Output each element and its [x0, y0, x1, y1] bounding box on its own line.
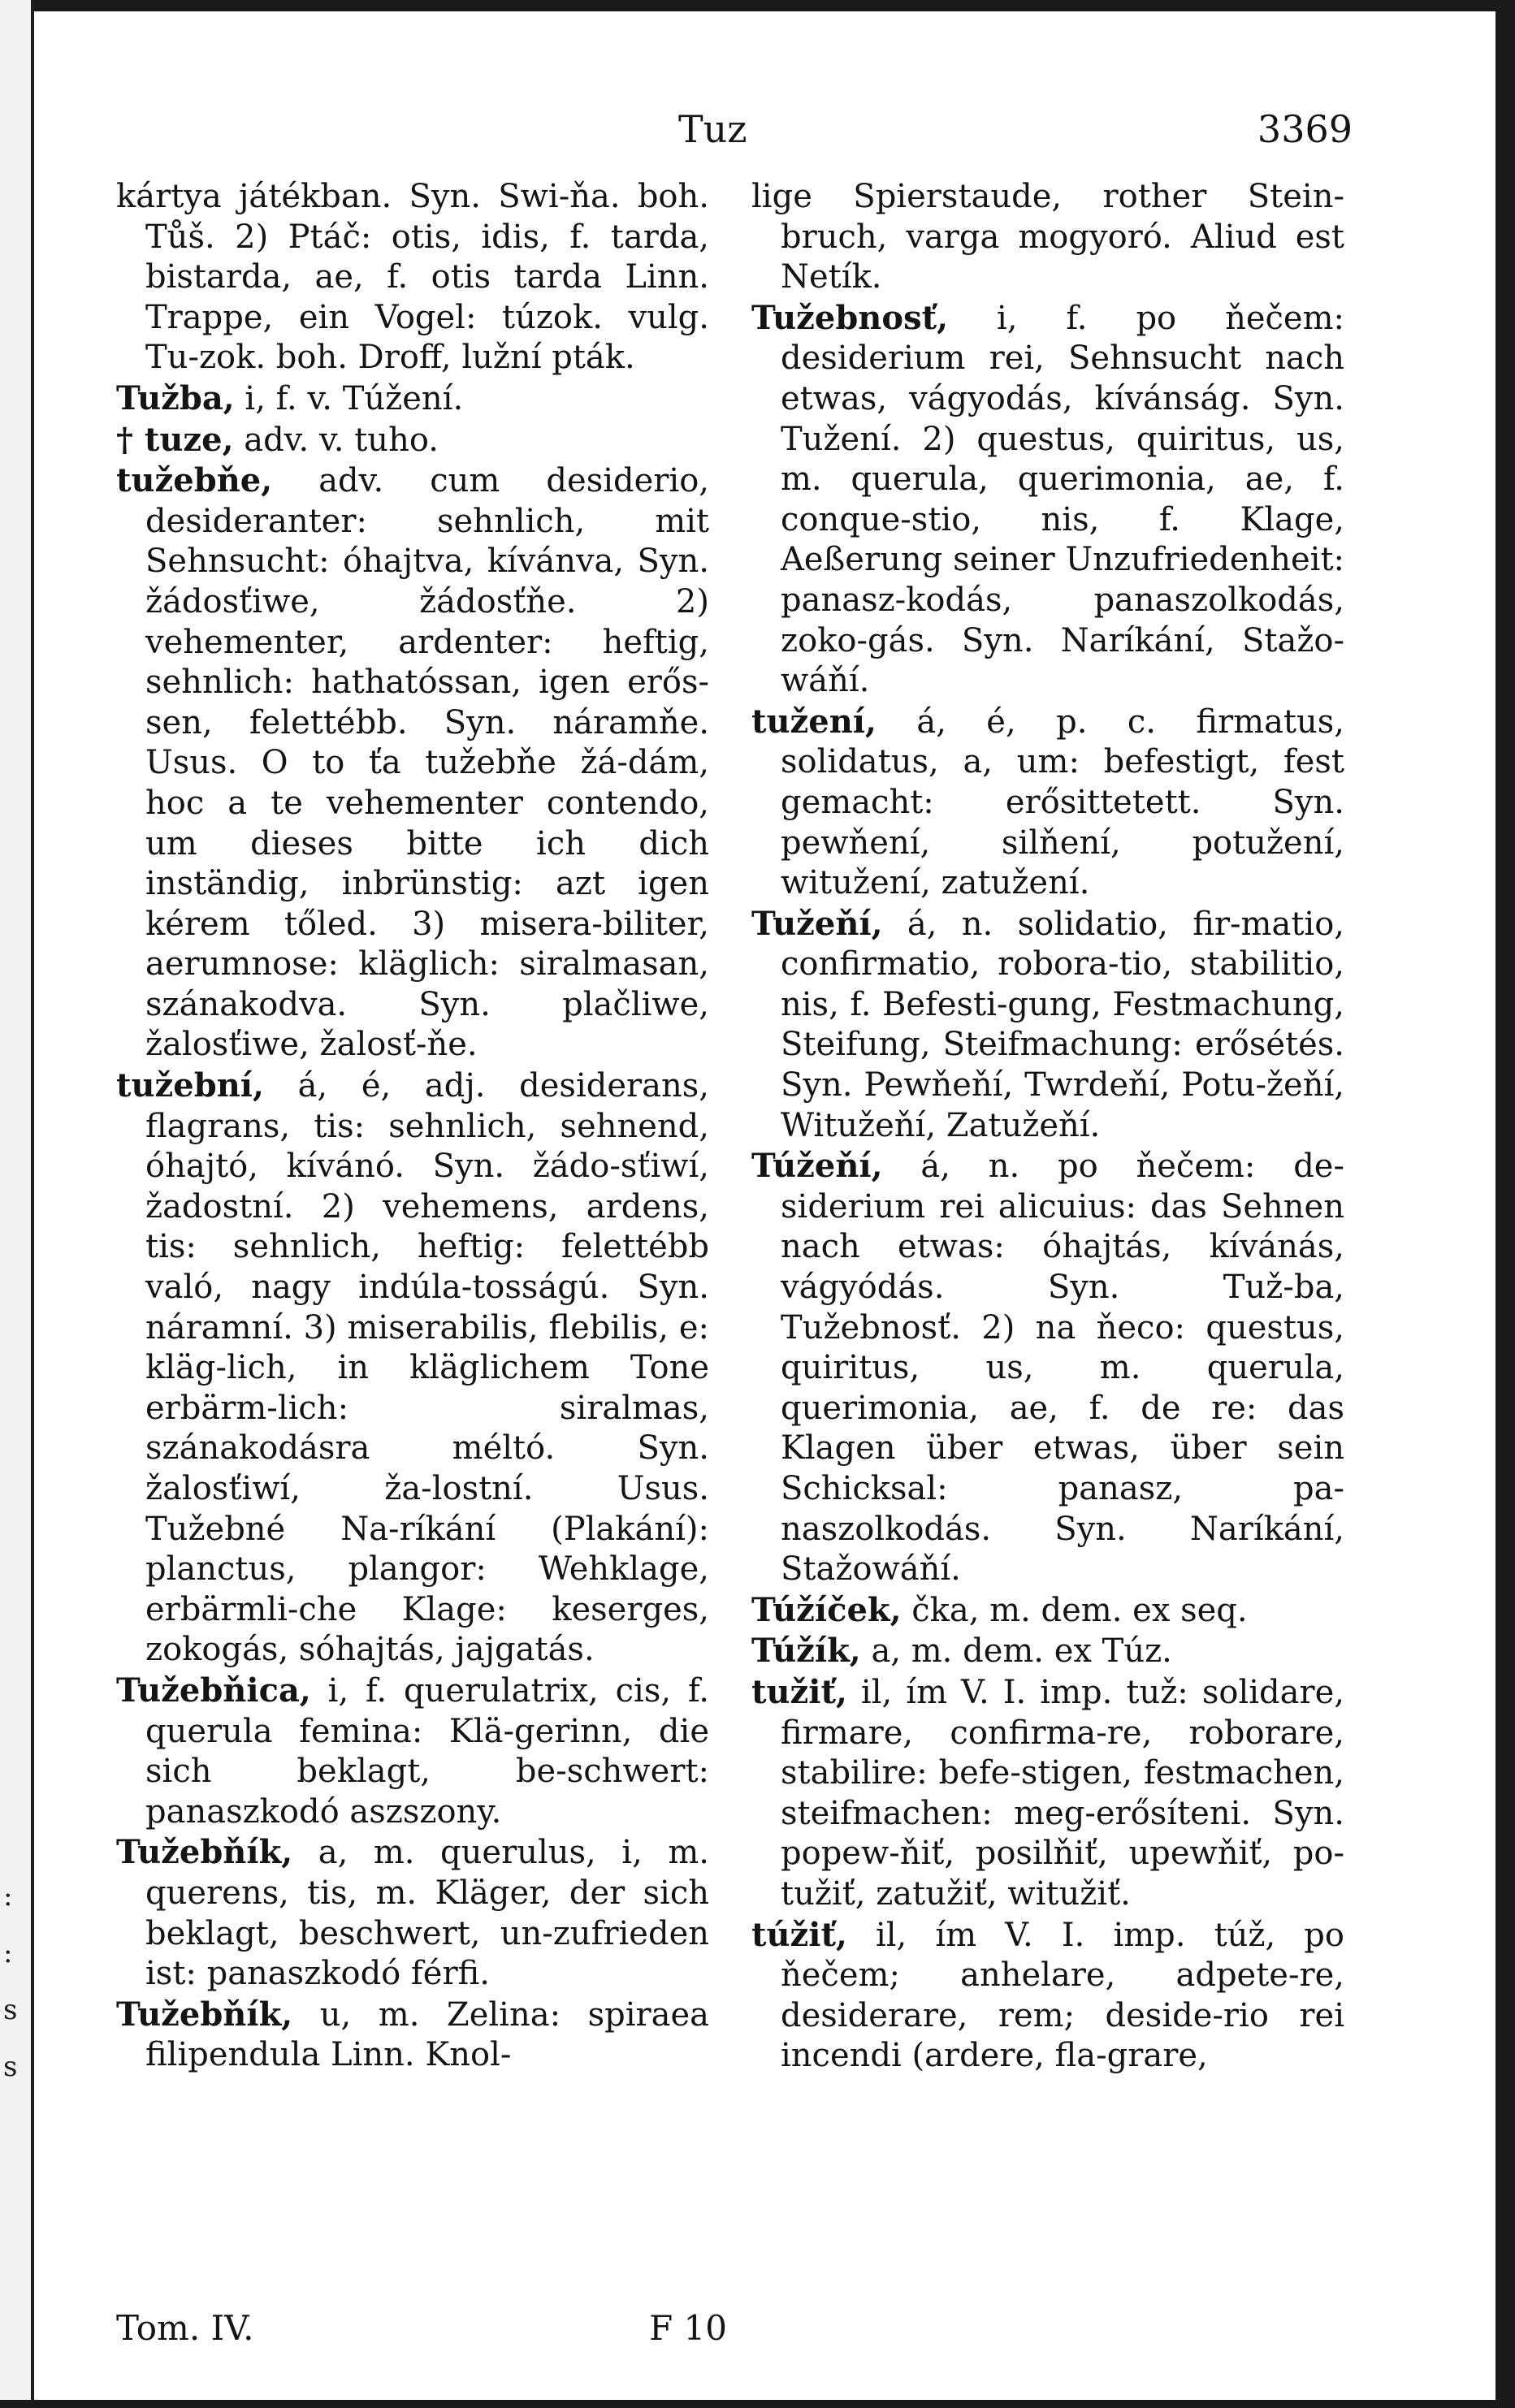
dictionary-entry [116, 420, 709, 461]
entry-headword: Tužba, [116, 378, 235, 417]
dictionary-entry [116, 460, 709, 1066]
entry-text: á, é, p. c. firmatus, solidatus, a, um: befestigt, fest gemacht: erősittetett. Syn. pewňení, silňení, potužení, witužení, zatužení. [781, 703, 1344, 902]
dictionary-entry [116, 1995, 709, 2076]
scan-edge-right [1496, 0, 1515, 2408]
margin-mark: s [3, 1994, 18, 2026]
entry-text: čka, m. dem. ex seq. [901, 1591, 1248, 1629]
guide-word: Tuz [678, 107, 747, 151]
entry-headword: Túžíček, [751, 1590, 902, 1629]
page-footer [110, 2308, 727, 2357]
entry-text: i, f. po ňečem: desiderium rei, Sehnsucht nach etwas, vágyodás, kívánság. Syn. Tužení. 2) questus, quiritus, us, m. querula, querimonia, ae, f. conque-stio, nis, f. Klage, Aeßerung seiner Unzufriedenheit: panasz-kodás, panaszolkodás, zoko-gás. Syn. Naríkání, Stažo-wáňí. [781, 299, 1344, 700]
entry-text: il, ím V. I. imp. túž, po ňečem; anhelare, adpete-re, desiderare, rem; deside-rio rei incendi (ardere, fla-grare, [781, 1916, 1344, 2075]
dictionary-entry [116, 177, 709, 378]
scan-edge-top [0, 0, 1515, 11]
dictionary-entry [116, 1832, 709, 1994]
dictionary-entry [751, 1631, 1344, 1672]
margin-mark: : [3, 1937, 13, 1969]
dictionary-entry [116, 378, 709, 420]
margin-mark: s [3, 2051, 18, 2083]
dictionary-entry [751, 702, 1344, 904]
entry-headword: † tuze, [116, 420, 234, 459]
entry-text: il, ím V. I. imp. tuž: solidare, firmare, confirma-re, roborare, stabilire: befe-stigen, festmachen, steifmachen: meg-erősíteni. Syn. popew-ňiť, posilňiť, upewňiť, po-tužiť, zatužiť, witužiť. [781, 1673, 1344, 1913]
entry-headword: Túžík, [751, 1632, 861, 1671]
dictionary-entry [751, 177, 1344, 298]
entry-headword: Tužebňík, [116, 1995, 293, 2034]
entry-headword: tužení, [751, 702, 877, 741]
entry-headword: Tužeňí, [751, 904, 883, 943]
dictionary-entry [116, 1671, 709, 1832]
entry-headword: tužební, [116, 1066, 264, 1105]
entry-headword: tužiť, [751, 1672, 847, 1711]
entry-headword: Túžeňí, [751, 1147, 883, 1186]
entry-text: á, é, adj. desiderans, flagrans, tis: sehnlich, sehnend, óhajtó, kívánó. Syn. žádo-sťiwí, žadostní. 2) vehemens, ardens, tis: sehnlich, heftig: felettébb való, nagy indúla-tosságú. Syn. náramní. 3) miserabilis, flebilis, e: kläg-lich, in kläglichem Tone erbärm-lich: siralmas, szánakodásra méltó. Syn. žalosťiwí, ža-lostní. Usus. Tužebné Na-ríkání (Plakání): planctus, plangor: Wehklage, erbärmli-che Klage: keserges, zokogás, sóhajtás, jajgatás. [145, 1067, 709, 1669]
entry-text: a, m. dem. ex Túz. [860, 1632, 1172, 1671]
entry-text: u, m. Zelina: spiraea filipendula Linn. Knol- [145, 1995, 709, 2074]
right-column [751, 177, 1344, 2077]
entry-text: kártya játékban. Syn. Swi-ňa. boh. Tůš. 2) Ptáč: otis, idis, f. tarda, bistarda, ae, f. otis tarda Linn. Trappe, ein Vogel: túzok. vulg. Tu-zok. boh. Droff, lužní pták. [116, 178, 709, 377]
dictionary-entry [751, 1915, 1344, 2077]
dictionary-entry [751, 1590, 1344, 1632]
entry-headword: túžiť, [751, 1915, 847, 1954]
dictionary-entry [751, 298, 1344, 702]
dictionary-entry [751, 904, 1344, 1147]
dictionary-entry [751, 1672, 1344, 1915]
tome-label: Tom. IV. [116, 2308, 254, 2348]
entry-headword: Tužebnosť, [751, 298, 948, 337]
entry-text: i, f. v. Túžení. [234, 379, 464, 417]
entry-text: á, n. po ňečem: de-siderium rei alicuius: das Sehnen nach etwas: óhajtás, kívánás, vágyódás. Syn. Tuž-ba, Tužebnosť. 2) na ňeco: questus, quiritus, us, m. querula, querimonia, ae, f. de re: das Klagen über etwas, über sein Schicksal: panasz, pa-naszolkodás. Syn. Naríkání, Stažowáňí. [781, 1148, 1344, 1589]
entry-text: adv. cum desiderio, desideranter: sehnlich, mit Sehnsucht: óhajtva, kívánva, Syn. žádosťiwe, žádosťňe. 2) vehementer, ardenter: heftig, sehnlich: hathatóssan, igen erős-sen, felettébb. Syn. náramňe. Usus. O to ťa tužebňe žá-dám, hoc a te vehementer contendo, um dieses bitte ich dich inständig, inbrünstig: azt igen kérem tőled. 3) misera-biliter, aerumnose: kläglich: siralmasan, szánakodva. Syn. plačliwe, žalosťiwe, žalosť-ňe. [145, 462, 709, 1064]
dictionary-entry [116, 1066, 709, 1671]
entry-headword: Tužebňík, [116, 1833, 293, 1872]
signature-mark: F 10 [649, 2308, 727, 2348]
entry-text: a, m. querulus, i, m. querens, tis, m. Kläger, der sich beklagt, beschwert, un-zufrieden ist: panaszkodó férfi. [145, 1834, 709, 1993]
page-header [110, 97, 1353, 154]
entry-headword: Tužebňica, [116, 1671, 311, 1710]
page-number: 3369 [1257, 107, 1353, 151]
scan-edge-bottom [0, 2400, 1515, 2408]
entry-text: i, f. querulatrix, cis, f. querula femina: Klä-gerinn, die sich beklagt, be-schwert: panaszkodó aszszony. [145, 1671, 709, 1831]
dictionary-page [110, 97, 1353, 2348]
entry-text: lige Spierstaude, rother Stein-bruch, varga mogyoró. Aliud est Netík. [751, 178, 1344, 296]
entry-text: adv. v. tuho. [233, 421, 439, 459]
entry-text: á, n. solidatio, fir-matio, confirmatio, robora-tio, stabilitio, nis, f. Befesti-gung, Festmachung, Steifung, Steifmachung: erősétés. Syn. Pewňeňí, Twrdeňí, Potu-žeňí, Witužeňí, Zatužeňí. [781, 905, 1344, 1144]
margin-bleed-marks [3, 1868, 17, 2095]
dictionary-entry [751, 1146, 1344, 1590]
left-column [116, 177, 709, 2076]
entry-headword: tužebňe, [116, 461, 273, 500]
margin-mark: : [3, 1880, 13, 1913]
